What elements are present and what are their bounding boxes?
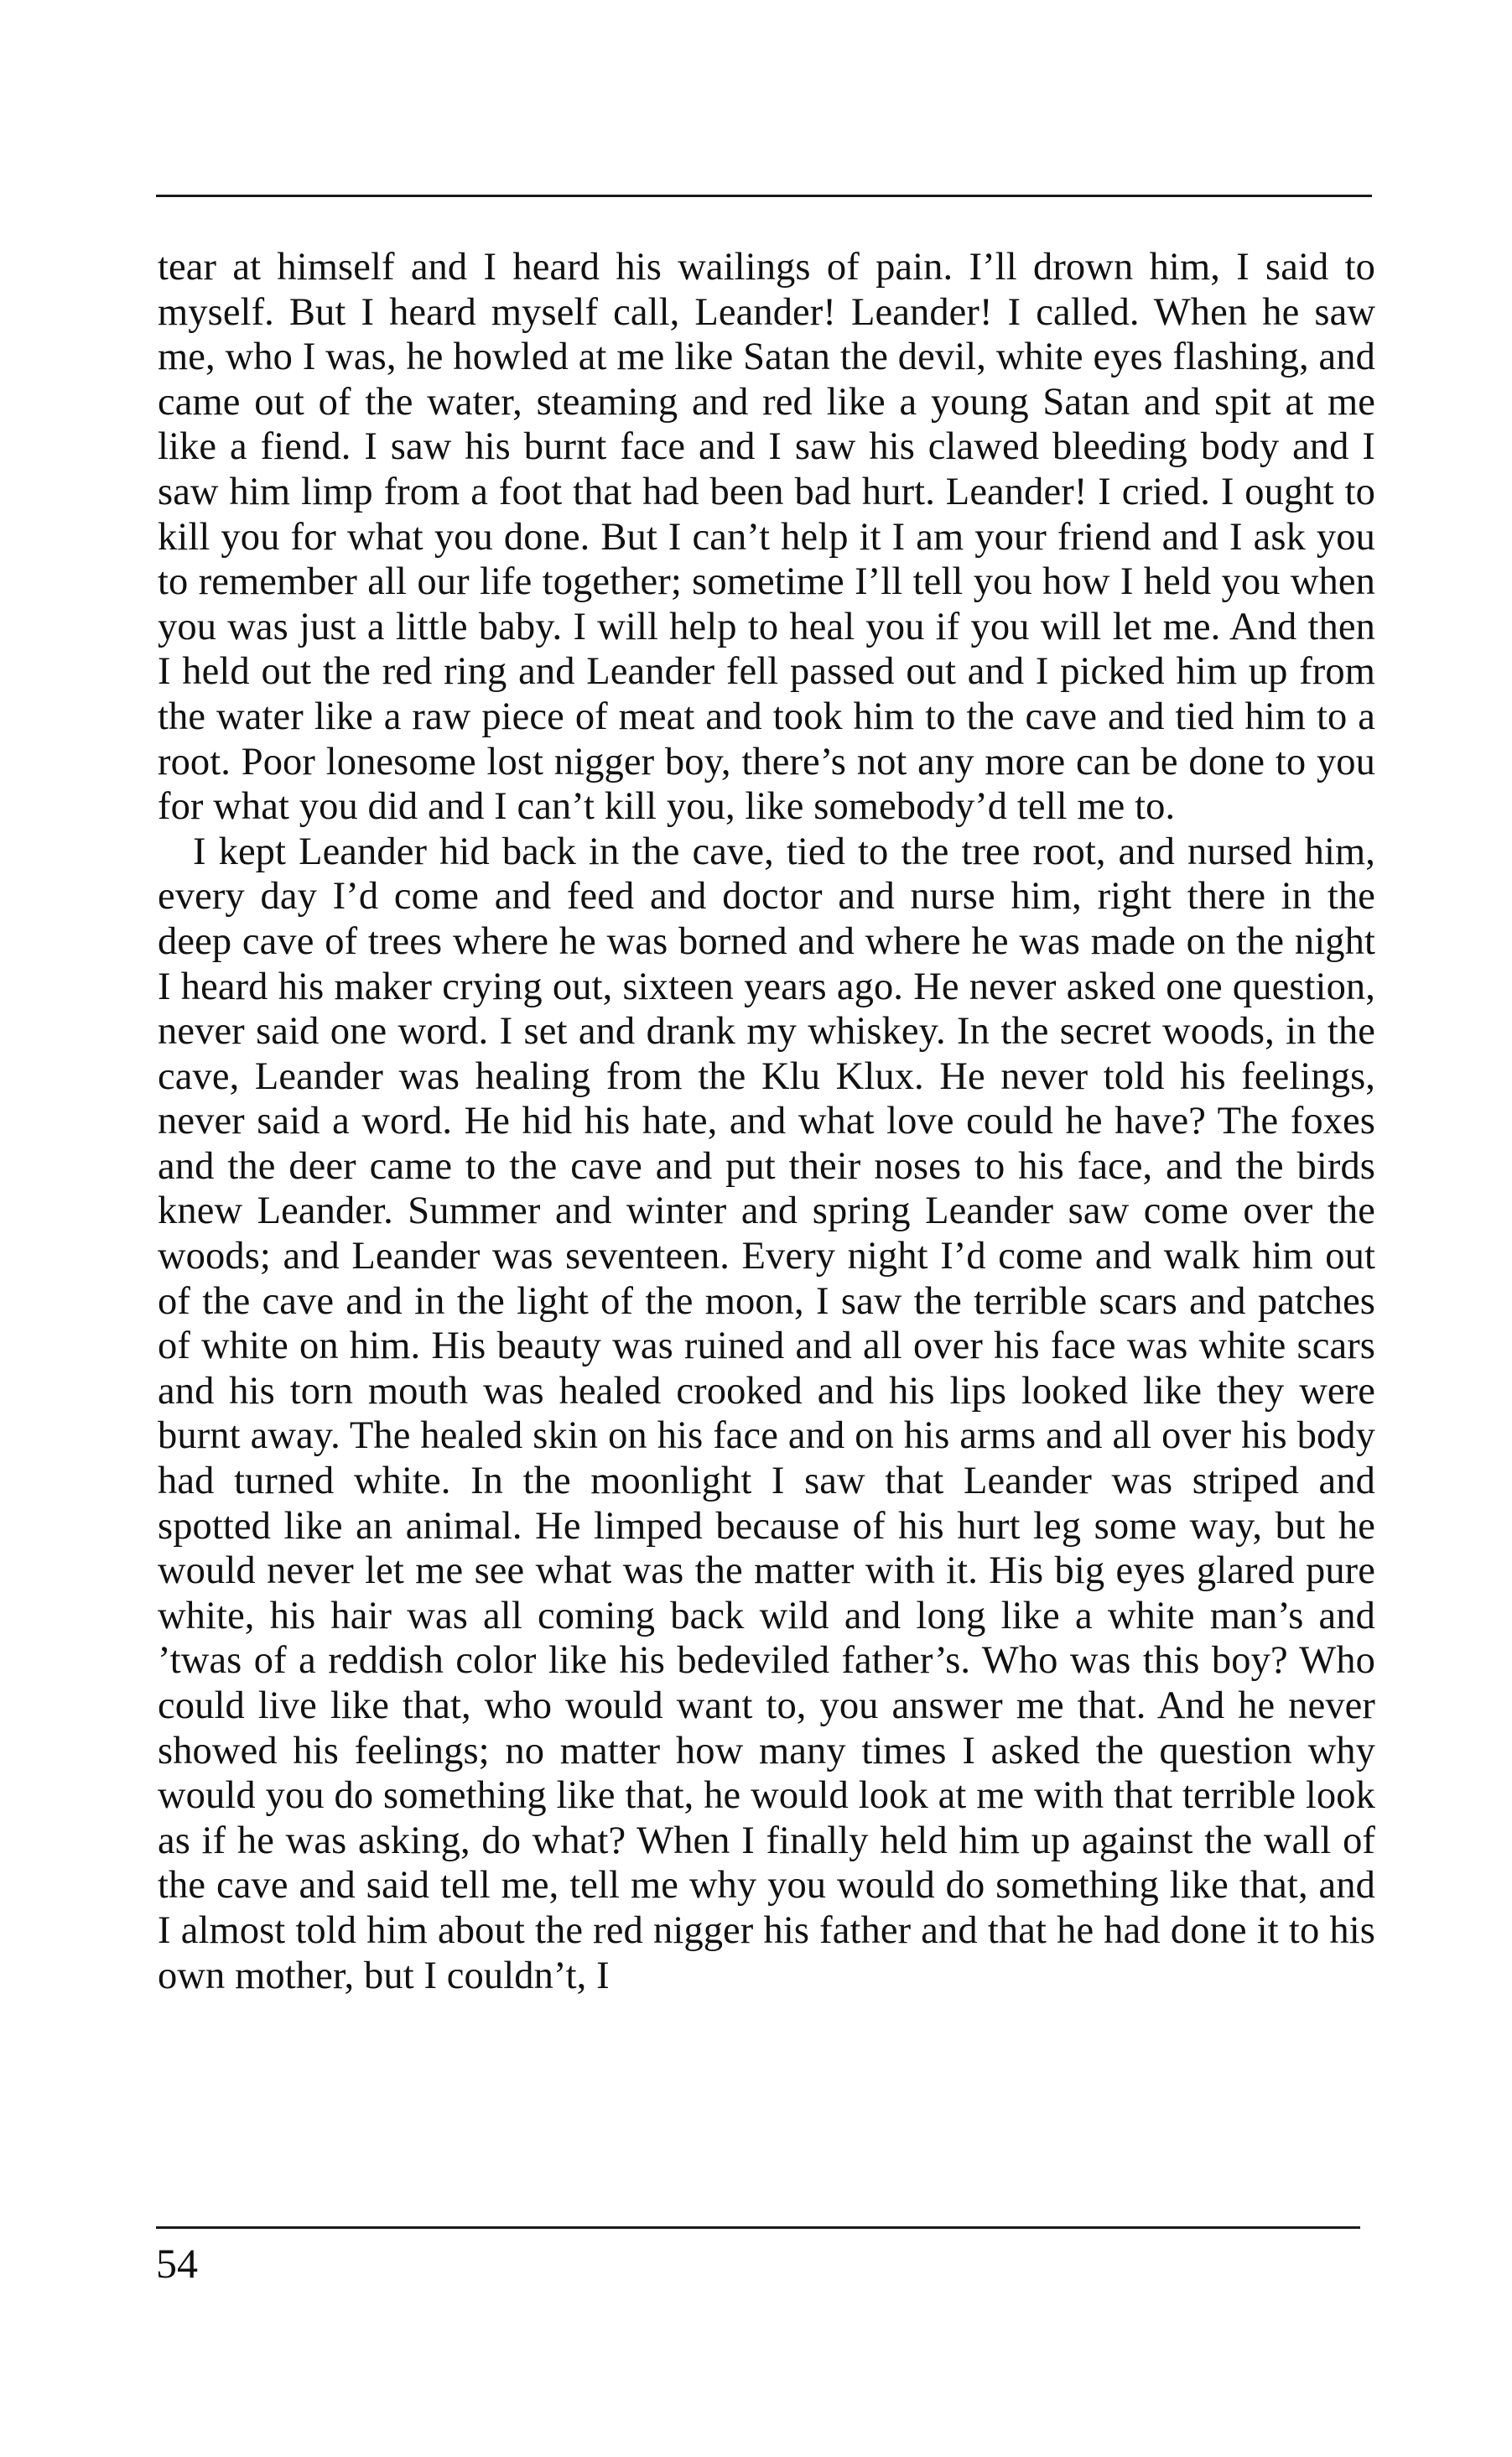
page-number: 54 <box>156 2240 198 2287</box>
top-rule <box>156 195 1372 197</box>
paragraph-leander-in-cave: I kept Leander hid back in the cave, tied to the tree root, and nursed him, every day I’d come and feed and doctor and nurse him, right there in the deep cave of trees where he was borned and where he was made on the night I heard his maker crying out, sixteen years ago. He never asked one question, never said one word. I set and drank my whiskey. In the secret woods, in the cave, Leander was healing from the Klu Klux. He never told his feelings, never said a word. He hid his hate, and what love could he have? The foxes and the deer came to the cave and put their noses to his face, and the birds knew Leander. Summer and winter and spring Leander saw come over the woods; and Leander was seventeen. Every night I’d come and walk him out of the cave and in the light of the moon, I saw the terrible scars and patches of white on him. His beauty was ruined and all over his face was white scars and his torn mouth was healed crooked and his lips looked like they were burnt away. The healed skin on his face and on his arms and all over his body had turned white. In the moonlight I saw that Leander was striped and spotted like an animal. He limped because of his hurt leg some way, but he would never let me see what was the matter with it. His big eyes glared pure white, his hair was all coming back wild and long like a white man’s and ’twas of a reddish color like his bedeviled father’s. Who was this boy? Who could live like that, who would want to, you answer me that. And he never showed his feelings; no matter how many times I asked the question why would you do something like that, he would look at me with that terrible look as if he was asking, do what? When I finally held him up against the wall of the cave and said tell me, tell me why you would do something like that, and I almost told him about the red nigger his father and that he had done it to his own mother, but I couldn’t, I <box>158 830 1375 1997</box>
bottom-rule <box>156 2226 1360 2229</box>
body-text <box>158 245 1375 1998</box>
paragraph-continued: tear at himself and I heard his wailings of pain. I’ll drown him, I said to myself. But I heard myself call, Leander! Leander! I called. When he saw me, who I was, he howled at me like Satan the devil, white eyes flashing, and came out of the water, steaming and red like a young Satan and spit at me like a fiend. I saw his burnt face and I saw his clawed bleeding body and I saw him limp from a foot that had been bad hurt. Leander! I cried. I ought to kill you for what you done. But I can’t help it I am your friend and I ask you to remember all our life together; sometime I’ll tell you how I held you when you was just a little baby. I will help to heal you if you will let me. And then I held out the red ring and Leander fell passed out and I picked him up from the water like a raw piece of meat and took him to the cave and tied him to a root. Poor lonesome lost nigger boy, there’s not any more can be done to you for what you did and I can’t kill you, like somebody’d tell me to. <box>158 246 1375 829</box>
